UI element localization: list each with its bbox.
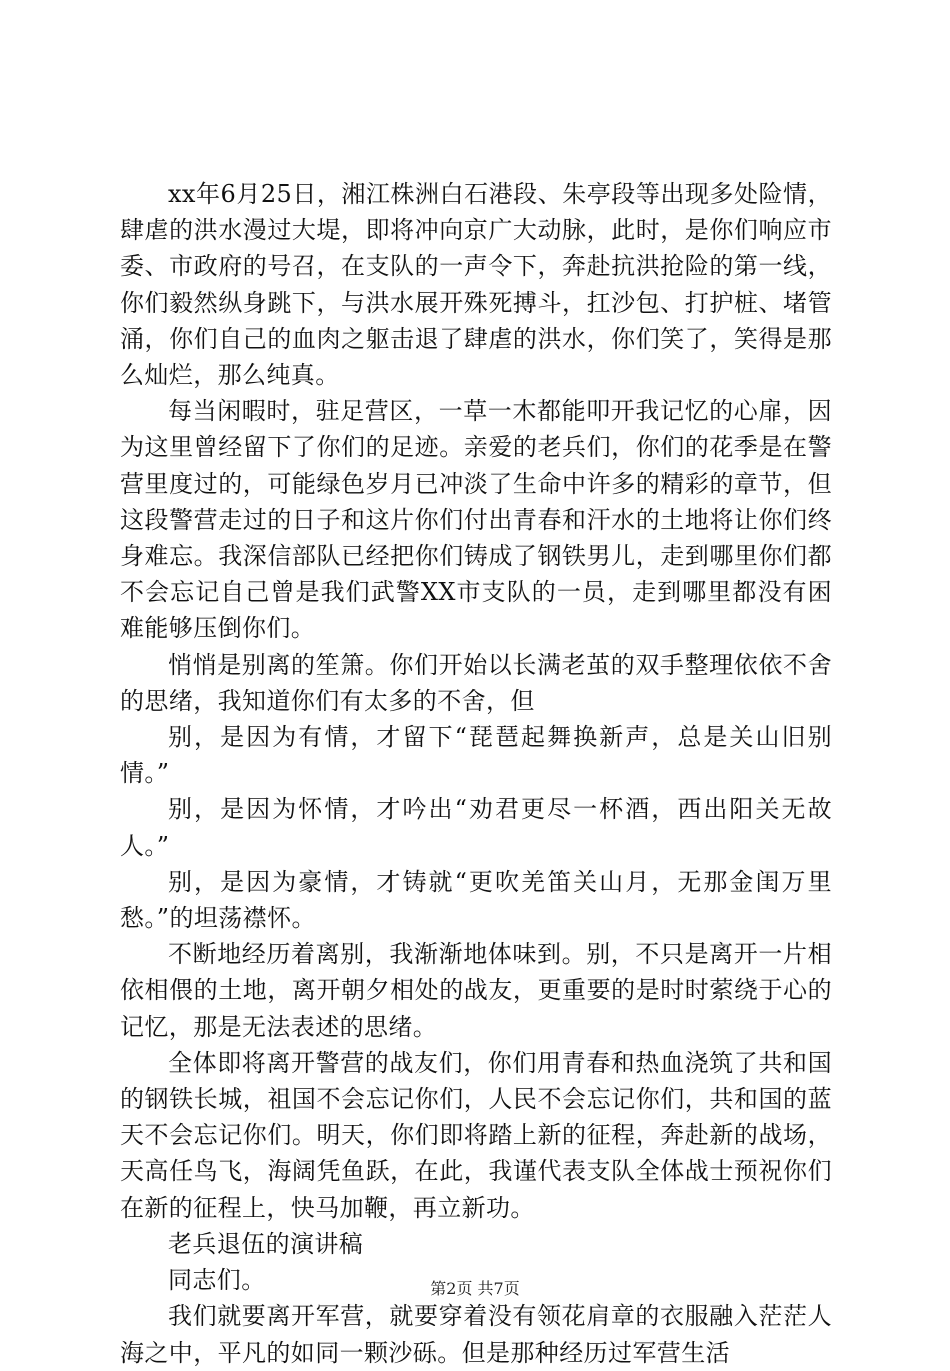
- paragraph-farewell-poem-1: 别，是因为有情，才留下“琵琶起舞换新声，总是关山旧别情。”: [120, 723, 832, 788]
- section-heading: 老兵退伍的演讲稿: [168, 1229, 364, 1258]
- paragraph-farewell-poem-3: 别，是因为豪情，才铸就“更吹羌笛关山月，无那金闺万里愁。”的坦荡襟怀。: [120, 867, 832, 933]
- paragraph-flood-rescue: xx年6月25日，湘江株洲白石港段、朱亭段等出现多处险情，肆虐的洪水漫过大堤，即将冲向京广大动脉，此时，是你们响应市委、市政府的号召，在支队的一声令下，奔赴抗洪抢险的第一线，你们毅然纵身跳下，与洪水展开殊死搏斗，扛沙包、打护桩、堵管涌，你们自己的血肉之躯击退了肆虐的洪水，你们笑了，笑得是那么灿烂，那么纯真。: [120, 180, 832, 390]
- paragraph-farewell-poem-2: 别，是因为怀情，才吟出“劝君更尽一杯酒，西出阳关无故人。”: [120, 795, 832, 860]
- document-body: [120, 176, 832, 1371]
- page-number-footer: 第2页 共7页: [430, 1279, 520, 1298]
- paragraph-parting-reflection: 不断地经历着离别，我渐渐地体味到。别，不只是离开一片相依相偎的土地，离开朝夕相处的战友，更重要的是时时萦绕于心的记忆，那是无法表述的思绪。: [120, 940, 832, 1041]
- paragraph-leaving-barracks: 我们就要离开军营，就要穿着没有领花肩章的衣服融入茫茫人海之中，平凡的如同一颗沙砾。但是那种经历过军营生活: [120, 1302, 832, 1367]
- paragraph-farewell-intro: 悄悄是别离的笙箫。你们开始以长满老茧的双手整理依依不舍的思绪，我知道你们有太多的不舍，但: [120, 650, 832, 715]
- speech-greeting: 同志们。: [168, 1266, 266, 1295]
- paragraph-blessing: 全体即将离开警营的战友们，你们用青春和热血浇筑了共和国的钢铁长城，祖国不会忘记你们，人民不会忘记你们，共和国的蓝天不会忘记你们。明天，你们即将踏上新的征程，奔赴新的战场，天高任鸟飞，海阔凭鱼跃，在此，我谨代表支队全体战士预祝你们在新的征程上，快马加鞭，再立新功。: [120, 1048, 832, 1222]
- paragraph-barracks-memories: 每当闲暇时，驻足营区，一草一木都能叩开我记忆的心扉，因为这里曾经留下了你们的足迹。亲爱的老兵们，你们的花季是在警营里度过的，可能绿色岁月已冲淡了生命中许多的精彩的章节，但这段警营走过的日子和这片你们付出青春和汗水的土地将让你们终身难忘。我深信部队已经把你们铸成了钢铁男儿，走到哪里你们都不会忘记自己曾是我们武警XX市支队的一员，走到哪里都没有困难能够压倒你们。: [120, 397, 832, 643]
